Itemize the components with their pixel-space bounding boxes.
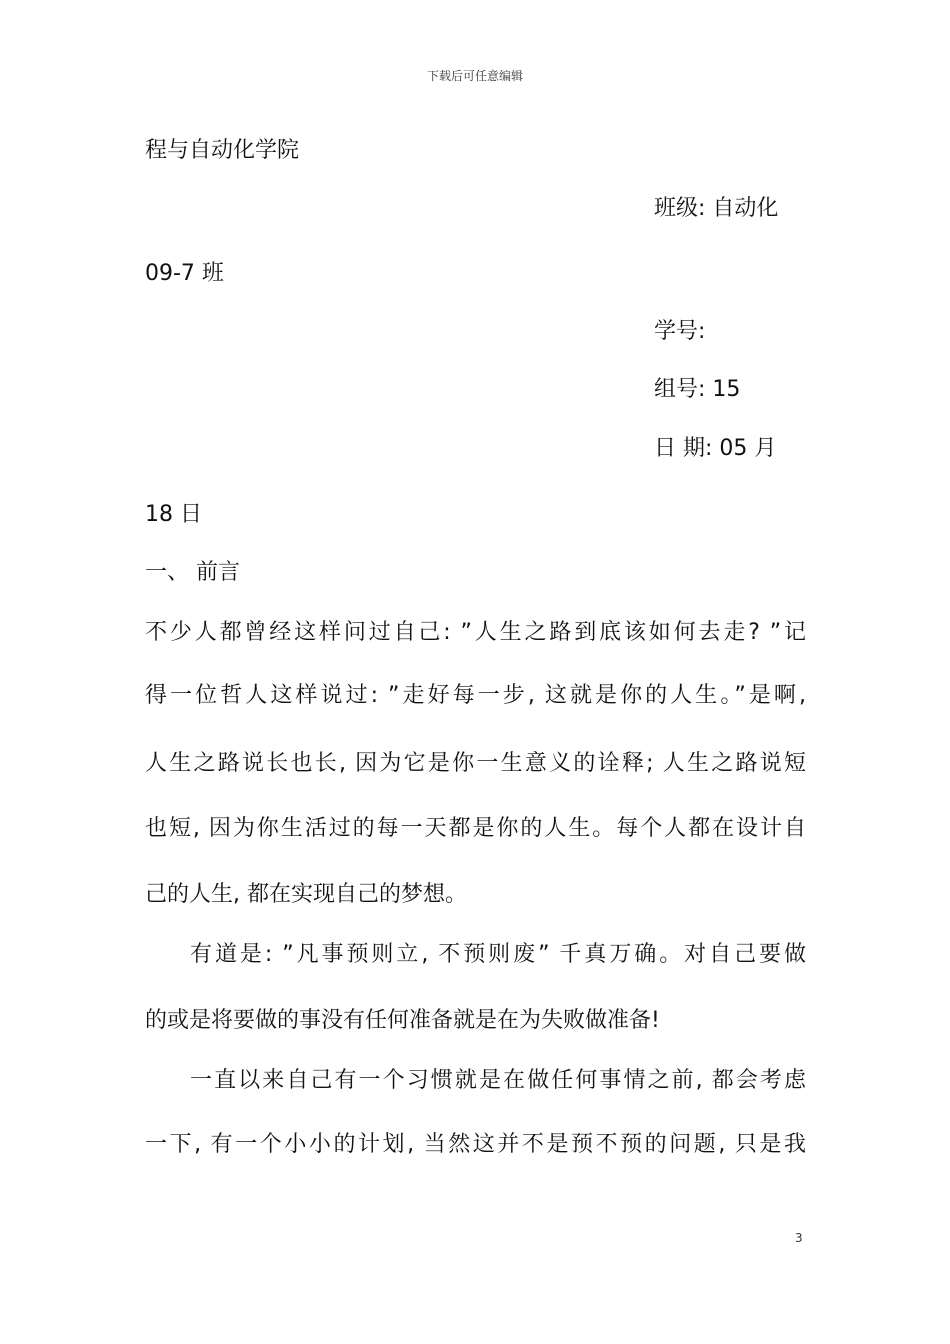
class-label: 班级: 自动化 [654,196,779,221]
student-id-label: 学号: [654,319,706,344]
paragraph-line: 己的人生, 都在实现自己的梦想。 [145,882,467,907]
paragraph-line: 也短, 因为你生活过的每一天都是你的人生。每个人都在设计自 [145,816,806,841]
paragraph-line: 一下, 有一个小小的计划, 当然这并不是预不预的问题, 只是我 [145,1132,806,1157]
class-value: 09-7 班 [145,261,224,286]
page-header-note: 下载后可任意编辑 [426,69,523,83]
section-heading-preface: 一、 前言 [145,560,240,585]
paragraph-line: 得一位哲人这样说过: ”走好每一步, 这就是你的人生。”是啊, [145,683,806,708]
date-label: 日 期: 05 月 [654,436,777,461]
paragraph-line: 的或是将要做的事没有任何准备就是在为失败做准备! [145,1008,660,1033]
paragraph-line: 人生之路说长也长, 因为它是你一生意义的诠释; 人生之路说短 [145,751,806,776]
paragraph-line: 一直以来自己有一个习惯就是在做任何事情之前, 都会考虑 [190,1068,806,1093]
group-label: 组号: 15 [654,377,741,402]
paragraph-line: 不少人都曾经这样问过自己: ”人生之路到底该如何去走? ”记 [145,620,806,645]
school-name-tail: 程与自动化学院 [145,138,300,163]
date-value: 18 日 [145,502,202,527]
paragraph-line: 有道是: ”凡事预则立, 不预则废” 千真万确。对自己要做 [190,942,806,967]
page-number: 3 [795,1231,803,1245]
